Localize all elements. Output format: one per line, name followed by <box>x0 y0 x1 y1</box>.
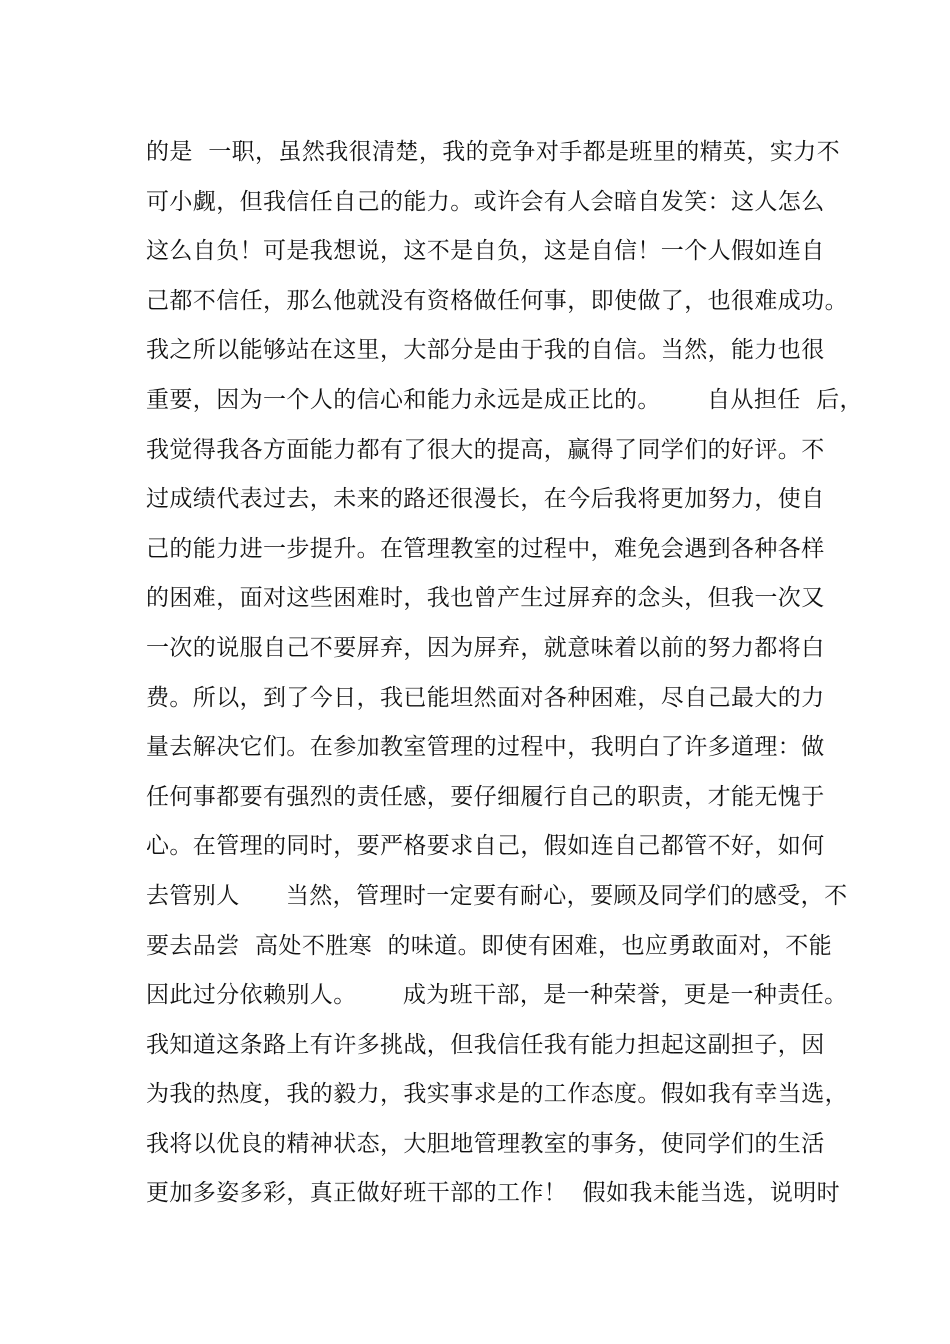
text-line: 的是 一职，虽然我很清楚，我的竞争对手都是班里的精英，实力不 <box>146 139 841 165</box>
text-line: 过成绩代表过去，未来的路还很漫长，在今后我将更加努力，使自 <box>146 486 825 513</box>
text-line: 我将以优良的精神状态，大胆地管理教室的事务，使同学们的生活 <box>146 1130 825 1157</box>
text-line: 己的能力进一步提升。在管理教室的过程中，难免会遇到各种各样 <box>146 535 825 562</box>
body-text <box>146 128 863 1219</box>
text-line: 更加多姿多彩，真正做好班干部的工作！ 假如我未能当选，说明时 <box>146 1180 841 1207</box>
text-line: 重要，因为一个人的信心和能力永远是成正比的。 自从担任 后， <box>146 386 863 413</box>
text-line: 可小觑，但我信任自己的能力。或许会有人会暗自发笑：这人怎么 <box>146 188 825 215</box>
text-line: 我觉得我各方面能力都有了很大的提高，赢得了同学们的好评。不 <box>146 436 825 463</box>
text-line: 这么自负！可是我想说，这不是自负，这是自信！一个人假如连自 <box>146 238 825 265</box>
text-line: 任何事都要有强烈的责任感，要仔细履行自己的职责，才能无愧于 <box>146 783 825 810</box>
text-line: 的困难，面对这些困难时，我也曾产生过屏弃的念头，但我一次又 <box>146 585 825 612</box>
text-line: 我之所以能够站在这里，大部分是由于我的自信。当然，能力也很 <box>146 337 825 364</box>
text-line: 我知道这条路上有许多挑战，但我信任我有能力担起这副担子，因 <box>146 1031 825 1058</box>
text-line: 要去品尝 高处不胜寒 的味道。即使有困难，也应勇敢面对，不能 <box>146 932 833 959</box>
text-line: 为我的热度，我的毅力，我实事求是的工作态度。假如我有幸当选， <box>146 1081 848 1108</box>
text-line: 费。所以，到了今日，我已能坦然面对各种困难，尽自己最大的力 <box>146 684 825 711</box>
text-line: 量去解决它们。在参加教室管理的过程中，我明白了许多道理：做 <box>146 734 825 761</box>
text-line: 因此过分依赖别人。 成为班干部，是一种荣誉，更是一种责任。 <box>146 982 848 1009</box>
text-line: 一次的说服自己不要屏弃，因为屏弃，就意味着以前的努力都将白 <box>146 634 825 661</box>
text-line: 去管别人 当然，管理时一定要有耐心，要顾及同学们的感受，不 <box>146 882 848 909</box>
text-line: 心。在管理的同时，要严格要求自己，假如连自己都管不好，如何 <box>146 833 825 860</box>
text-line: 己都不信任，那么他就没有资格做任何事，即使做了，也很难成功。 <box>146 287 848 314</box>
